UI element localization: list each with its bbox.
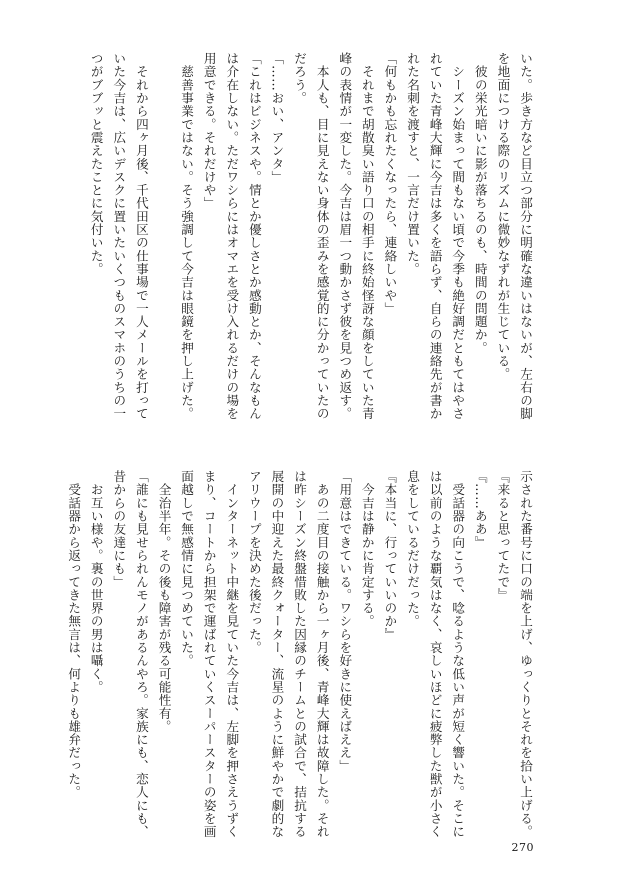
text-line: 彼の栄光暗いに影が落ちるのも、時間の問題か。 bbox=[472, 52, 488, 355]
text-line: 全治半年。その後も障害が残る可能性有。 bbox=[156, 470, 172, 733]
blank-line bbox=[152, 52, 175, 422]
text-line: 『来ると思ってたで』 bbox=[495, 470, 511, 602]
text-line: 本人も、目に見えない身体の歪みを感覚的に分かっていたの bbox=[314, 52, 330, 421]
text-line: 「用意はできている。ワシらを好きに使えばええ」 bbox=[337, 470, 353, 773]
text-line: 受話器から返ってきた無言は、何よりも雄弁だった。 bbox=[66, 470, 82, 799]
text-line: 「誰にも見せられんモノがあるんやろ。家族にも、恋人にも、 bbox=[133, 470, 149, 839]
text-line: 『本当に、行っていいのか』 bbox=[382, 470, 398, 641]
text-line: 慈善事業ではない。そう強調して今吉は眼鏡を押し上げた。 bbox=[179, 52, 195, 421]
text-line: を地面につける際のリズムに微妙なずれが生じている。 bbox=[495, 52, 511, 381]
upper-text-block bbox=[84, 52, 536, 422]
text-line: シーズン始まって間もない頃で今季も絶好調だともてはやさ bbox=[450, 52, 466, 421]
text-line: れていた青峰大輝に今吉は多くを語らず、自らの連絡先が書か bbox=[427, 52, 443, 421]
text-line: 「……おい、アンタ」 bbox=[269, 52, 285, 184]
lower-text-block bbox=[62, 470, 536, 860]
text-line: 息をしているだけだった。 bbox=[405, 470, 421, 628]
text-line: 昔からの友達にも」 bbox=[111, 470, 127, 589]
text-line: 「これはビジネスや。情とか優しさとか感動とか、そんなもん bbox=[246, 52, 262, 421]
text-line: 今吉は静かに肯定する。 bbox=[359, 470, 375, 628]
text-line: それから四ヶ月後、千代田区の仕事場で一人メールを打って bbox=[133, 52, 149, 421]
text-line: 受話器の向こうで、唸るような低い声が短く響いた。そこに bbox=[450, 470, 466, 839]
text-line: あの二度目の接触から一ヶ月後、青峰大輝は故障した。それ bbox=[314, 470, 330, 839]
text-line: れた名刺を渡すと、一言だけ置いた。 bbox=[405, 52, 421, 276]
text-line: いた。歩き方など目立つ部分に明確な違いはないが、左右の脚 bbox=[518, 52, 533, 421]
text-line: まり、コートから担架で運ばれていくスーパースターの姿を画 bbox=[201, 470, 217, 839]
text-line: 『……ああ』 bbox=[472, 470, 488, 549]
text-line: 用意できる。それだけや」 bbox=[201, 52, 217, 210]
text-line: お互い様や。裏の世界の男は囁く。 bbox=[88, 470, 104, 694]
text-line: 峰の表情が一変した。今吉は眉一つ動かさず彼を見つめ返す。 bbox=[337, 52, 353, 421]
text-line: 展開の中迎えた最終クォーター、流星のように鮮やかで劇的な bbox=[269, 470, 285, 839]
page-number: 270 bbox=[511, 841, 534, 854]
text-line: アリウープを決めた後だった。 bbox=[246, 470, 262, 655]
text-line: いた今吉は、広いデスクに置いたいくつものスマホのうちの一 bbox=[111, 52, 127, 421]
text-line: 面越しで無感情に見つめていた。 bbox=[179, 470, 195, 668]
text-line: は昨シーズン終盤惜敗した因縁のチームとの試合で、拮抗する bbox=[292, 470, 308, 839]
text-line: だろう。 bbox=[292, 52, 308, 105]
text-line: 「何もかも忘れたくなったら、連絡しいや」 bbox=[382, 52, 398, 315]
text-line: つがブブッと震えたことに気付いた。 bbox=[88, 52, 104, 276]
text-line: は以前のような覇気はなく、哀しいほどに疲弊した獣が小さく bbox=[427, 470, 443, 839]
text-line: それまで胡散臭い語り口の相手に終始怪訝な顔をしていた青 bbox=[359, 52, 375, 421]
text-line: インターネット中継を見ていた今吉は、左脚を押さえうずく bbox=[224, 470, 240, 839]
text-line: は介在しない。ただワシらにはオマエを受け入れるだけの場を bbox=[224, 52, 240, 421]
text-line: 示された番号に口の端を上げ、ゆっくりとそれを拾い上げる。 bbox=[518, 470, 533, 839]
